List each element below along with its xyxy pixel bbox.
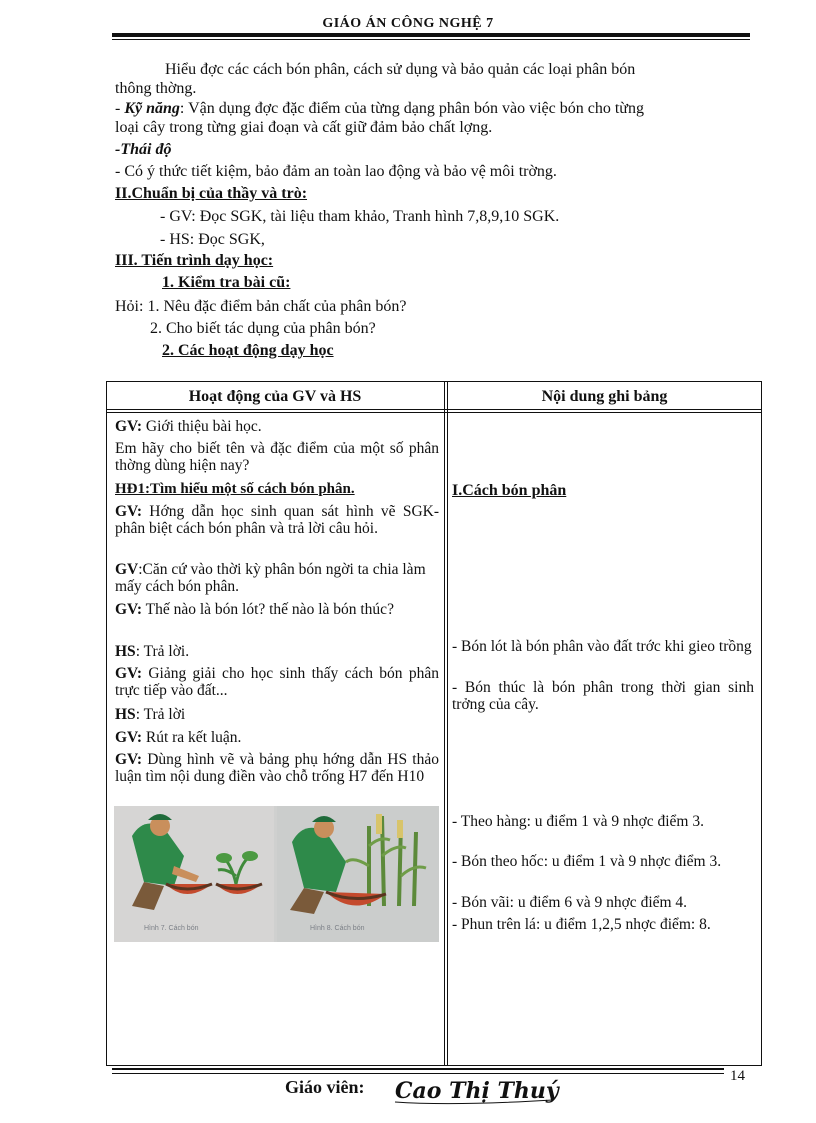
left-gv-conclude [115, 729, 439, 746]
right-phun-la: - Phun trên lá: u điểm 1,2,5 nhợc điểm: 8. [452, 916, 711, 933]
gv-label: GV [115, 561, 139, 578]
skill-line-cont: loại cây trong từng giai đoạn và cất giữ đảm bảo chất lợng. [115, 119, 493, 136]
skill-label: Kỹ năng [124, 100, 180, 117]
skill-text: : Vận dụng đợc đặc điểm của từng dạng phân bón vào việc bón cho từng [179, 100, 644, 117]
right-heading: I.Cách bón phân [452, 482, 567, 499]
left-gv-basis [115, 561, 439, 595]
table-header-right: Nội dung ghi bảng [541, 388, 668, 405]
header-rule-thin [112, 39, 750, 40]
prep-hs: - HS: Đọc SGK, [160, 231, 265, 248]
sub-heading-check: 1. Kiểm tra bài cũ: [162, 274, 291, 291]
gv-text: Thế nào là bón lót? thế nào là bón thúc? [142, 601, 394, 618]
table-header-rule [106, 409, 762, 410]
footer-rule [112, 1068, 724, 1070]
page-number: 14 [730, 1068, 745, 1084]
attitude-text: - Có ý thức tiết kiệm, bảo đảm an toàn lao động và bảo vệ môi trờng. [115, 163, 557, 180]
gv-label: GV: [115, 503, 142, 520]
skill-line [115, 99, 644, 118]
hs-text: : Trả lời [135, 706, 186, 723]
hs-label: HS [115, 706, 136, 723]
teacher-label: Giáo viên: [285, 1077, 365, 1097]
teacher-signature [393, 1074, 563, 1113]
question-2: 2. Cho biết tác dụng của phân bón? [150, 320, 376, 337]
attitude-label: -Thái độ [115, 141, 172, 158]
table-header-rule-2 [106, 412, 762, 413]
question-1: Hỏi: 1. Nêu đặc điểm bản chất của phân bón? [115, 298, 407, 315]
activity-1-heading: HĐ1:Tìm hiểu một số cách bón phân. [115, 481, 355, 497]
left-gv-intro [115, 418, 439, 435]
prep-gv: - GV: Đọc SGK, tài liệu tham khảo, Tranh hình 7,8,9,10 SGK. [160, 208, 560, 225]
gv-text: Giảng giải cho học sinh thấy cách bón phân trực tiếp vào đất... [115, 665, 439, 699]
gv-label: GV: [115, 418, 142, 435]
hs-label: HS [115, 643, 136, 660]
gv-text: Giới thiệu bài học. [142, 418, 262, 435]
left-hs-answer-2 [115, 706, 439, 723]
left-gv-question [115, 601, 439, 618]
gv-label: GV: [115, 601, 142, 618]
photo-caption-right: Hình 8. Cách bón [310, 925, 365, 932]
gv-label: GV: [115, 751, 142, 768]
table-column-divider [444, 381, 445, 1066]
right-bon-vai: - Bón vãi: u điểm 6 và 9 nhợc điểm 4. [452, 894, 688, 911]
header-title: GIÁO ÁN CÔNG NGHỆ 7 [322, 16, 494, 31]
gv-label: GV: [115, 729, 142, 746]
sub-heading-activities: 2. Các hoạt động dạy học [162, 342, 334, 359]
right-theo-hang: - Theo hàng: u điểm 1 và 9 nhợc điểm 3. [452, 813, 704, 830]
photo-caption-left: Hình 7. Cách bón [144, 925, 199, 932]
table-header-left: Hoạt động của GV và HS [188, 388, 362, 405]
gv-label: GV: [115, 665, 142, 682]
fertilizing-photo [114, 806, 439, 942]
signature-graphic [393, 1074, 563, 1108]
right-theo-hoc: - Bón theo hốc: u điểm 1 và 9 nhợc điểm 3. [452, 853, 722, 870]
left-ask: Em hãy cho biết tên và đặc điểm của một số phân thờng dùng hiện nay? [115, 440, 439, 474]
header-rule [112, 33, 750, 37]
gv-text: :Căn cứ vào thời kỳ phân bón ngời ta chia làm mấy cách bón phân. [115, 561, 426, 595]
signature-text: Cao Thị Thuý [395, 1078, 559, 1104]
right-bon-thuc: - Bón thúc là bón phân trong thời gian sinh trởng của cây. [452, 679, 754, 713]
left-gv-guide [115, 503, 439, 537]
skill-dash: - [115, 100, 125, 117]
table-column-divider-2 [447, 381, 448, 1066]
left-gv-explain [115, 665, 439, 699]
right-bon-lot: - Bón lót là bón phân vào đất trớc khi gieo trồng [452, 638, 752, 655]
hs-text: : Trả lời. [135, 643, 190, 660]
fertilizing-illustration [114, 806, 439, 942]
gv-text: Rút ra kết luận. [142, 729, 242, 746]
objective-line: Hiểu đợc các cách bón phân, cách sử dụng và bảo quản các loại phân bón [165, 61, 636, 78]
gv-text: Hớng dẫn học sinh quan sát hình vẽ SGK- phân biệt cách bón phân và trả lời câu hỏi. [115, 503, 439, 537]
objective-line-cont: thông thờng. [115, 80, 197, 97]
section-3-heading: III. Tiến trình dạy học: [115, 252, 274, 269]
section-2-heading: II.Chuẩn bị của thầy và trò: [115, 185, 308, 202]
left-gv-discuss [115, 751, 439, 785]
left-hs-answer [115, 643, 439, 660]
gv-text: Dùng hình vẽ và bảng phụ hớng dẫn HS thảo luận tìm nội dung điền vào chỗ trống H7 đến H10 [115, 751, 439, 785]
